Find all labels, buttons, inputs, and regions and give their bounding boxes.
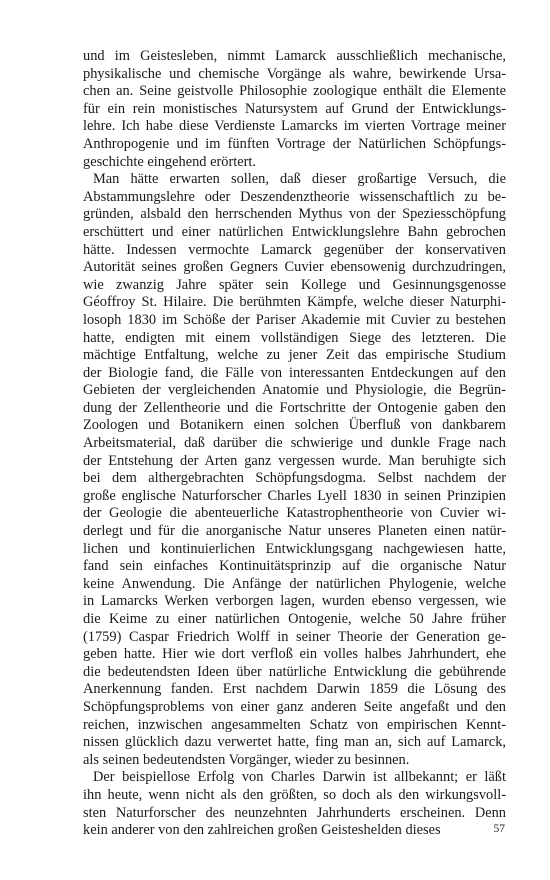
text-line: und im Geistesleben, nimmt Lamarck ausschließlich mechanische,: [83, 48, 506, 64]
text-line: gründen, alsbald den herrschenden Mythus von der Speziesschöpfung: [83, 206, 506, 223]
text-line: Anerkennung fanden. Erst nachdem Darwin 1859 die Lösung des: [83, 681, 506, 698]
text-line: Man hätte erwarten sollen, daß dieser großartige Versuch, die: [93, 171, 506, 188]
text-line: physikalische und chemische Vorgänge als wahre, bewirkende Ursa-: [83, 65, 506, 82]
text-line: Géoffroy St. Hilaire. Die berühmten Kämpfe, welche dieser Naturphi-: [83, 294, 506, 311]
text-line: kein anderer von den zahlreichen großen Geisteshelden dieses: [83, 822, 441, 839]
text-line: Arbeitsmaterial, daß darüber die schwierige und dunkle Frage nach: [83, 435, 506, 452]
text-line: (1759) Caspar Friedrich Wolff in seiner Theorie der Generation ge-: [83, 628, 506, 645]
text-line: der Entstehung der Arten ganz vergessen wurde. Man beruhigte sich: [83, 452, 506, 469]
text-line: Gebieten der vergleichenden Anatomie und Physiologie, die Begrün-: [83, 382, 506, 399]
text-line: Schöpfungsproblems von einer ganz anderen Seite angefaßt und den: [83, 698, 506, 715]
text-line: dung der Zellentheorie und die Fortschritte der Ontogenie gaben den: [83, 399, 506, 416]
text-line: der Biologie fand, die Fälle von interessanten Entdeckungen auf den: [83, 364, 506, 381]
text-line: in Lamarcks Werken verborgen lagen, wurden ebenso vergessen, wie: [83, 593, 506, 610]
text-line: erschüttert und einer natürlichen Entwicklungslehre Bahn gebrochen: [83, 223, 506, 240]
text-line: fand sein einfaches Kontinuitätsprinzip auf die organische Natur: [83, 558, 506, 575]
text-line: die bedeutendsten Ideen über natürliche Entwicklung die gebührende: [83, 663, 506, 680]
text-line: große englische Naturforscher Charles Lyell 1830 in seinen Prinzipien: [83, 487, 506, 504]
text-line: Zoologen und Botanikern einen solchen Überfluß von dankbarem: [83, 417, 506, 434]
text-line: für ein rein monistisches Natursystem auf Grund der Entwicklungs-: [83, 100, 506, 117]
text-line: reichen, inzwischen angesammelten Schatz von empirischen Kennt-: [83, 716, 506, 733]
text-line: lichen und kontinuierlichen Entwicklungsgang nachgewiesen hatte,: [83, 540, 506, 557]
text-line: lehre. Ich habe diese Verdienste Lamarcks im vierten Vortrage meiner: [83, 118, 506, 135]
text-line: die Keime zu einer natürlichen Ontogenie, welche 50 Jahre früher: [83, 611, 506, 627]
text-line: geben hatte. Hier wie dort verfloß ein volles halbes Jahrhundert, ehe: [83, 646, 506, 663]
text-line: Abstammungslehre oder Deszendenztheorie wissenschaftlich zu be-: [83, 188, 506, 205]
text-line: der Geologie die abenteuerliche Katastrophentheorie von Cuvier wi-: [83, 505, 506, 522]
page-number: 57: [493, 823, 505, 835]
text-line: wie zwanzig Jahre später sein Kollege und Gesinnungsgenosse: [83, 276, 506, 293]
text-line: als seinen bedeutendsten Vorgänger, wieder zu besinnen.: [83, 751, 410, 768]
text-line: Autorität seines großen Gegners Cuvier ebensowenig durchzudringen,: [83, 259, 506, 276]
text-line: bei dem althergebrachten Schöpfungsdogma. Selbst nachdem der: [83, 470, 506, 487]
text-line: geschichte eingehend erörtert.: [83, 153, 257, 170]
text-line: hatte, endigten mit einem vollständigen Siege des letzteren. Die: [83, 329, 506, 346]
text-line: Anthropogenie und im fünften Vortrage der Natürlichen Schöpfungs-: [83, 135, 506, 152]
text-line: ihn heute, wenn nicht als den größten, so doch als den wirkungsvoll-: [83, 786, 506, 803]
text-line: losoph 1830 im Schöße der Pariser Akademie mit Cuvier zu bestehen: [83, 311, 506, 328]
text-line: Der beispiellose Erfolg von Charles Darwin ist allbekannt; er läßt: [93, 769, 506, 786]
page-body: [83, 48, 506, 840]
text-line: derlegt und für die anorganische Natur unseres Planeten einen natür-: [83, 523, 506, 540]
text-line: nissen glücklich dazu verwertet hatte, fing man an, sich auf Lamarck,: [83, 734, 506, 751]
text-line: sten Naturforscher des neunzehnten Jahrhunderts erscheinen. Denn: [83, 804, 506, 821]
text-line: hätte. Indessen vermochte Lamarck gegenüber der konservativen: [83, 241, 506, 258]
text-line: keine Anwendung. Die Anfänge der natürlichen Phylogenie, welche: [83, 575, 506, 592]
text-line: mächtige Entfaltung, welche zu jener Zeit das empirische Studium: [83, 347, 506, 364]
text-line: chen an. Seine geistvolle Philosophie zoologique enthält die Elemente: [83, 83, 506, 100]
